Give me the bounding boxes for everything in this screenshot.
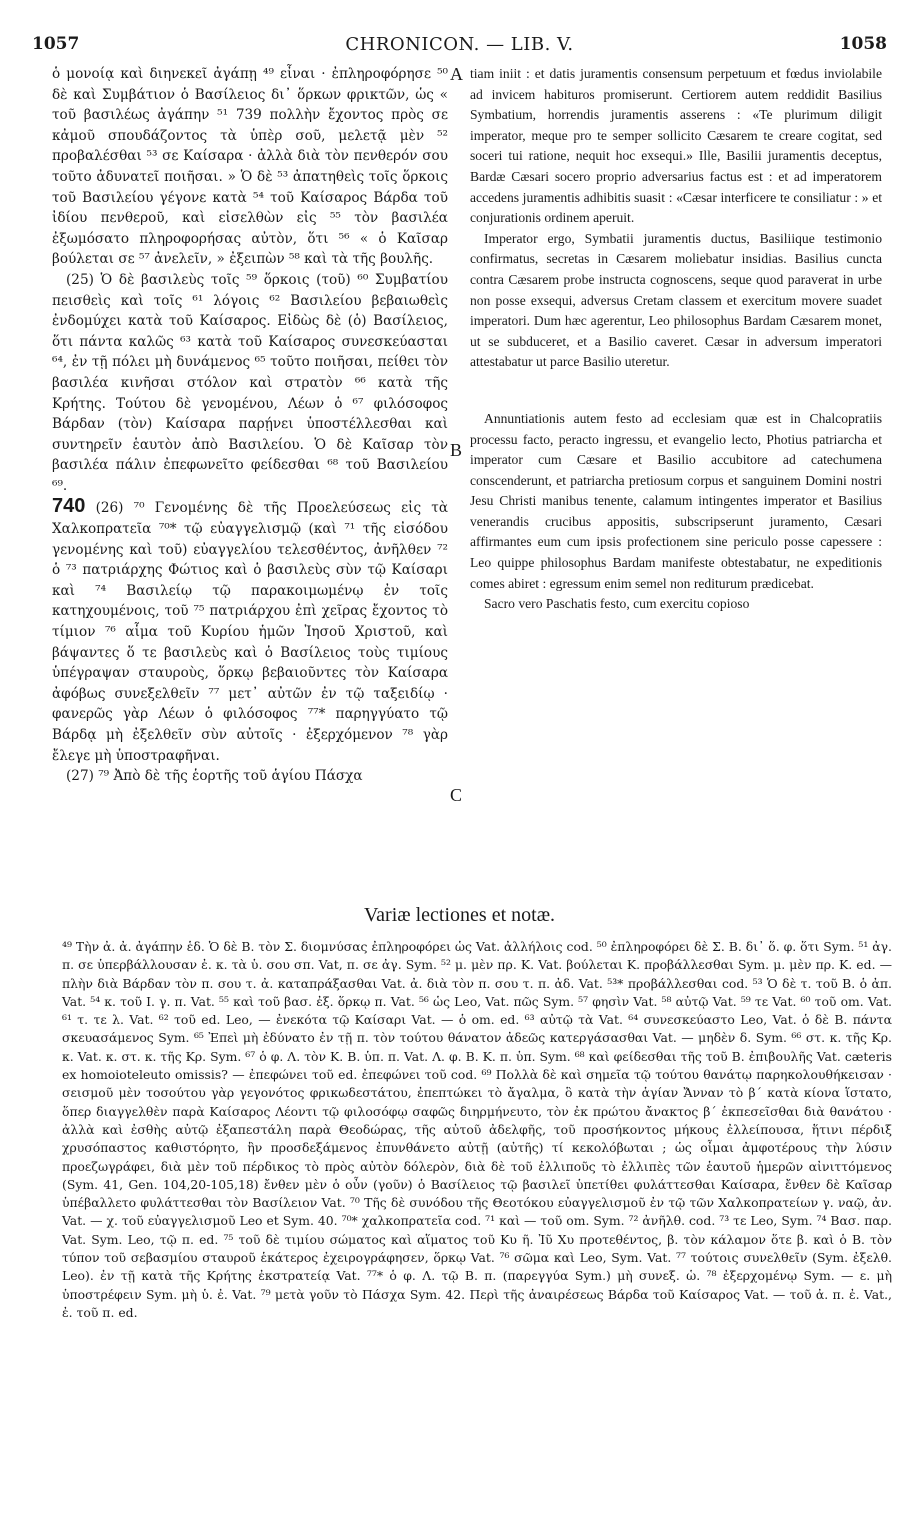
latin-paragraph: Imperator ergo, Symbatii juramentis ductus, Basiliique testimonio confirmatus, secretas in Cæsarem moliebatur insidias. Basilius cuncta contra Cæsarem probe instructa cognoscens, seque quod paraverat in urbe non posse exsequi, adversus Cretam classem et exercitum movere suadet imperatori. Dum hæc agerentur, Leo philosophus Bardam Cæsarem monet, ut se subduceret, et a Basilio caveret. Cæsar in adversum imperatori attestabatur ut parce Basilio uteretur.	[470, 230, 882, 370]
latin-paragraph: Sacro vero Paschatis festo, cum exercitu copioso	[484, 596, 750, 612]
greek-paragraph: ὁ μονοίᾳ καὶ διηνεκεῖ ἀγάπῃ ⁴⁹ εἶναι · ἐπληροφόρησε ⁵⁰ δὲ καὶ Συμβάτιον ὁ Βασίλειος δι᾽ ὅρκων φρικτῶν, ὡς « τοῦ βασιλέως ἀγάπην ⁵¹ 739 πολλὴν ἔχοντος πρὸς σε κἀμοῦ σπουδάζοντος τὰ ὑπὲρ σοῦ, μελετᾷ μὲν ⁵² προβαλέσθαι ⁵³ σε Καίσαρα · ἀλλὰ διὰ τὸν πενθερόν σου τοῦτο ἀδυνατεῖ ποιῆσαι. » Ὁ δὲ ⁵³ ἀπατηθεὶς τοῖς ὅρκοις τοῦ Βασιλείου γέγονε κατὰ ⁵⁴ τοῦ Καίσαρος Βάρδα τοῦ ἰδίου πενθεροῦ, καὶ εἰσελθὼν εἰς ⁵⁵ τὸν βασιλέα ἐξωμόσατο πληροφορήσας αὐτὸν, ὅτι ⁵⁶ « ὁ Καῖσαρ βούλεται σε ⁵⁷ ἀνελεῖν, » ἐξειπὼν ⁵⁸ καὶ τὰ τῆς βουλῆς.	[52, 66, 448, 268]
latin-paragraph: Annuntiationis autem festo ad ecclesiam quæ est in Chalcopratiis processu facto, peracto ingressu, et evangelio lecto, Photius patriarcha et imperator cum Cæsare et Basilio accubitore ad catechumena conscenderunt, et patriarcha pretiosum corpus et sanguinem Domini nostri Jesu Christi manibus tenente, calamum intingentes imperator et Basilius venerandis crucibus appositis, subscripserunt juramento, Cæsari affirmantes eum cum ipsis profectionem sine periculo posse capessere : Leo quippe philosophus Bardam manifeste obtestabatur, ne expeditionis comes abiret : egressum enim semel non rediturum prædicebat.	[470, 410, 882, 591]
margin-letter-b: B	[450, 440, 463, 460]
running-header	[32, 34, 887, 58]
section-number: 740	[52, 495, 86, 518]
greek-paragraph-text: (26) ⁷⁰ Γενομένης δὲ τῆς Προελεύσεως εἰς τὰ Χαλκοπρατεῖα ⁷⁰* τῷ εὐαγγελισμῷ (καὶ ⁷¹ τῆς εἰσόδου γενομένης καὶ τοῦ) εὐαγγελίου τελεσθέντος, ἀνῆλθεν ⁷² ὁ ⁷³ πατριάρχης Φώτιος καὶ ὁ βασιλεὺς σὺν τῷ Καίσαρι καὶ ⁷⁴ Βασιλείῳ τῷ παρακοιμωμένῳ ἐν τοῖς κατηχουμένοις, τοῦ ⁷⁵ πατριάρχου ἐπὶ χεῖρας ἔχοντος τὸ τίμιον ⁷⁶ αἷμα τοῦ Κυρίου ἡμῶν Ἰησοῦ Χριστοῦ, καὶ βάψαντες ὅ τε βασιλεὺς καὶ ὁ Βασίλειος τοὺς τιμίους ὑπέγραψαν σταυροὺς, ὅρκῳ βεβαιοῦντες τὸν Καίσαρα ἀφόβως συνεξελθεῖν ⁷⁷ μετ᾽ αὐτῶν ἐν τῷ ταξειδίῳ · φανερῶς γὰρ Λέων ὁ φιλόσοφος ⁷⁷* παρηγγύατο τῷ Βάρδᾳ μὴ ἐξελθεῖν σὺν αὐτοῖς · ἐξερχόμενον ⁷⁸ γὰρ ἔλεγε μὴ ὑποστραφῆναι.	[52, 500, 448, 764]
margin-letter-a: A	[450, 64, 463, 84]
margin-letter-c: C	[450, 785, 463, 805]
running-title: CHRONICON. — LIB. V.	[345, 34, 574, 55]
latin-paragraph: tiam iniit : et datis juramentis consensum perpetuum et fœdus inviolabile ad invicem habituros promiserunt. Certiorem autem reddidit Basilius Symbatium, horrendis juramentis asserens : «Te plurimum diligit imperator, meque pro te semper sollicito Cæsarem te creare cogitat, sed soceri tui ratione, nequit hoc exsequi.» Ille, Basilii juramentis deceptus, Bardæ Cæsari socero proprio adversarius factus est : et ad imperatorem accedens juramentis adhibitis suasit : «Cæsar interficere te consiliatur : » et conjurationis ordinem aperuit.	[470, 66, 882, 226]
greek-paragraph: (27) ⁷⁹ Ἀπὸ δὲ τῆς ἑορτῆς τοῦ ἁγίου Πάσχα	[66, 768, 363, 785]
greek-paragraph	[52, 496, 448, 766]
notes-title: Variæ lectiones et notæ.	[363, 904, 556, 926]
page-number-left: 1057	[32, 34, 80, 54]
latin-column	[470, 64, 882, 615]
notes-text: ⁴⁹ Τὴν ἀ. ἀ. ἀγάπην ἑδ. Ὁ δὲ Β. τὸν Σ. διομνύσας ἐπληροφόρει ὡς Vat. ἀλλήλοις cod. ⁵⁰ ἐπληροφόρει δὲ Σ. Β. δι᾽ ὅ. φ. ὅτι Sym. ⁵¹ ἀγ. π. σε ὑπερβάλλουσαν ἐ. κ. τὰ ὑ. σου σπ. Vat, π. σε ἀγ. Sym. ⁵² μ. μὲν πρ. Κ. Vat. βούλεται Κ. προβάλλεσθαι Sym. μ. μὲν πρ. Κ. ed. — πλὴν διὰ Βάρδαν τὸν π. σου τ. ἀ. καταπράξασθαι Vat. ἀ. διὰ τὸν π. σου τ. π. ἀδ. Vat. ⁵³* προβάλλεσθαι cod. ⁵³ Ὁ δὲ τ. τοῦ Β. ὁ ἀπ. Vat. ⁵⁴ κ. τοῦ Ι. γ. π. Vat. ⁵⁵ καὶ τοῦ βασ. ἐξ. ὅρκῳ π. Vat. ⁵⁶ ὡς Leo, Vat. πῶς Sym. ⁵⁷ φησὶν Vat. ⁵⁸ αὐτῷ Vat. ⁵⁹ τε Vat. ⁶⁰ τοῦ om. Vat. ⁶¹ τ. τε λ. Vat. ⁶² τοῦ ed. Leo, — ἐνεκότα τῷ Καίσαρι Vat. — ὁ om. ed. ⁶³ αὐτῷ τὰ Vat. ⁶⁴ συνεσκεύαστο Leo, Vat. ὁ δὲ Β. πάντα σκευασάμενος Sym. ⁶⁵ Ἐπεὶ μὴ ἐδύνατο ἐν τῇ π. τὸν τούτου θάνατον ἀδεῶς κατεργάσασθαι Vat. — μηδὲν δ. Sym. ⁶⁶ στ. κ. τῆς Κρ. κ. Vat. κ. στ. κ. τῆς Κρ. Sym. ⁶⁷ ὁ φ. Λ. τὸν Κ. Β. ὑπ. π. Vat. Λ. φ. Β. Κ. π. ὑπ. Sym. ⁶⁸ καὶ φείδεσθαι τῆς τοῦ Β. ἐπιβουλῆς Vat. cæteris ex homoioteleuto omissis? — ἐπεφώνει τοῦ ed. ἐπεφώνει τοῦ cod. ⁶⁹ Πολλὰ δὲ καὶ σημεῖα τῷ τούτου θανάτῳ παρηκολουθήκεισαν · σεισμοῦ μὲν τοσούτου γὰρ γεγονότος φρικωδεστάτου, ἐπεπτώκει τὸ ἄγαλμα, ὃ κατὰ τὴν ἁγίαν Ἄνναν τὸ β´ κατὰ κίονα ἵστατο, ὅπερ διαγγελθὲν παρὰ Καίσαρος Λέοντι τῷ φιλοσόφῳ σαφῶς διηρμήνευτο, τὸν ἐκ πρώτου ἄνακτος β´ ἐκπεσεῖσθαι διὰ θανάτου · ἀλλὰ καὶ ἐσθὴς αὐτῷ ἐξαπεστάλη παρὰ Θεοδώρας, τῆς αὐτοῦ ἀδελφῆς, τοῦ προσήκοντος μήκους ἐλλείπουσα, ἥτινι πέρδιξ χρυσόπαστος καθιστόρητο, ἣν προσδεξάμενος ἐπυνθάνετο αὐτῇ (αὐτῆς) τί κεκολόβωται ; ὡς οἶμαι ἀμφοτέρους τὴν λύσιν προεζωγράφει, διὰ μὲν τοῦ πέρδικος τὸ πρὸς αὐτὸν δόλερὸν, διὰ δὲ τοῦ ἐλλιποῦς τὸ ἐλλιπὲς τῶν ἑαυτοῦ ἡμερῶν αἰνιττόμενος (Sym. 41, Gen. 104,20-105,18) ἔνθεν μὲν ὁ οὖν (γοῦν) ὁ Βασίλειος τῷ βασιλεῖ ὑπετίθει φυλάττεσθαι Καίσαρα, ἔνθεν δὲ Καῖσαρ ὑπέβαλλετο φυλάττεσθαι τὸν Βασίλειον Vat. ⁷⁰ Τῆς δὲ συνόδου τῆς Θεοτόκου εὐαγγελισμοῦ ἐν τῷ τῶν Χαλκοπρατείων γ. ναῷ, ἀν. Vat. — χ. τοῦ εὐαγγελισμοῦ Leo et Sym. 40. ⁷⁰* χαλκοπρατεῖα cod. ⁷¹ καὶ — τοῦ om. Sym. ⁷² ἀνῆλθ. cod. ⁷³ τε Leo, Sym. ⁷⁴ Βασ. παρ. Vat. Sym. Leo, τῷ π. ed. ⁷⁵ τοῦ δὲ τιμίου σώματος καὶ αἵματος τοῦ Κυ ῆ. Ἰῦ Χυ προτεθέντος, β. τὸν κάλαμον ὅτε β. καὶ ὁ Β. τὸν τύπον τοῦ σεβασμίου σταυροῦ ἑκάτερος ἐχειρογράφησεν, ὅρκῳ Vat. ⁷⁶ σῶμα καὶ Leo, Sym. Vat. ⁷⁷ τούτοις συνελθεῖν (Sym. ἐξελθ. Leo). ἐν τῇ κατὰ τῆς Κρήτης ἐκστρατείᾳ Vat. ⁷⁷* ὁ φ. Λ. τῷ Β. π. (παρεγγύα Sym.) μὴ συνεξ. ὡ. ⁷⁸ ἐξερχομένῳ Sym. — ε. μὴ ὑποστρέφειν Sym. μὴ ὑ. ἐ. Vat. ⁷⁹ μετὰ γοῦν τὸ Πάσχα Sym. 42. Περὶ τῆς ἀναιρέσεως Βάρδα τοῦ Καίσαρος Vat. — τοῦ ἀ. π. ἐ. Vat., ἐ. τοῦ π. ed.	[62, 939, 892, 1320]
greek-column	[52, 64, 448, 787]
page-number-right: 1058	[839, 34, 887, 54]
greek-paragraph: (25) Ὁ δὲ βασιλεὺς τοῖς ⁵⁹ ὅρκοις (τοῦ) ⁶⁰ Συμβατίου πεισθεὶς καὶ τοῖς ⁶¹ λόγοις ⁶² Βασιλείου βεβαιωθεὶς ἐνδομύχει κατὰ τοῦ Καίσαρος. Εἰδὼς δὲ (ὁ) Βασίλειος, ὅτι πάντα καλῶς ⁶³ κατὰ τοῦ Καίσαρος συνεσκεύασται ⁶⁴, ἐν τῇ πόλει μὴ δυνάμενος ⁶⁵ τοῦτο ποιῆσαι, πείθει τὸν βασιλέα κινῆσαι στόλον καὶ στρατὸν ⁶⁶ κατὰ τῆς Κρήτης. Τούτου δὲ γενομένου, Λέων ὁ ⁶⁷ φιλόσοφος Βάρδαν (τὸν) Καίσαρα παρῄνει ὑποστέλλεσθαι καὶ συντηρεῖν ἑαυτὸν ἀπὸ Βασιλείου. Ὁ δὲ Καῖσαρ τὸν βασιλέα πάλιν ἐπεφωνεῖτο φείδεσθαι ⁶⁸ τοῦ Βασιλείου ⁶⁹.	[52, 271, 448, 494]
